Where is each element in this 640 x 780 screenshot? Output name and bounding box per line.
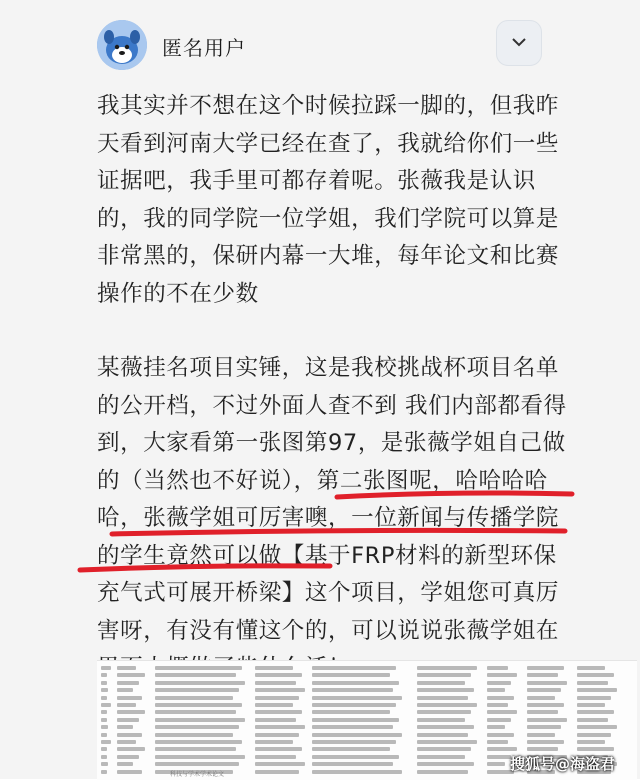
post-body	[97, 88, 567, 688]
table-cell	[577, 710, 614, 714]
table-row	[97, 732, 637, 739]
table-cell	[255, 740, 293, 744]
table-cell	[255, 703, 293, 707]
expand-menu-button[interactable]	[496, 20, 542, 66]
table-cell	[117, 681, 139, 685]
table-cell	[417, 733, 468, 737]
table-cell	[577, 725, 617, 729]
table-cell	[155, 673, 236, 677]
table-cell	[101, 733, 107, 737]
table-cell	[527, 703, 564, 707]
table-cell	[577, 703, 605, 707]
table-cell	[417, 747, 471, 751]
table-cell	[527, 688, 561, 692]
table-cell	[255, 762, 305, 766]
table-cell	[312, 703, 396, 707]
table-cell	[101, 688, 108, 692]
table-cell	[255, 755, 296, 759]
table-cell	[117, 733, 142, 737]
table-cell	[117, 710, 145, 714]
table-cell	[155, 681, 245, 685]
table-cell	[117, 747, 145, 751]
table-cell	[527, 733, 555, 737]
cartoon-dog-avatar-icon	[97, 20, 147, 70]
table-cell	[117, 762, 133, 766]
table-cell	[527, 681, 567, 685]
table-cell	[312, 733, 402, 737]
table-cell	[487, 696, 514, 700]
table-cell	[312, 688, 393, 692]
table-cell	[255, 681, 296, 685]
table-cell	[527, 725, 561, 729]
table-cell	[117, 770, 142, 774]
table-row	[97, 680, 637, 687]
table-cell	[117, 703, 136, 707]
table-cell	[117, 740, 136, 744]
table-cell	[312, 755, 399, 759]
table-cell	[101, 740, 111, 744]
table-cell	[155, 666, 242, 670]
table-cell	[155, 696, 233, 700]
table-cell	[101, 666, 111, 670]
table-cell	[255, 718, 296, 722]
table-cell	[312, 747, 390, 751]
table-cell	[312, 740, 396, 744]
table-cell	[155, 755, 245, 759]
table-cell	[487, 666, 508, 670]
table-cell	[155, 733, 233, 737]
table-cell	[577, 733, 611, 737]
table-cell	[255, 747, 302, 751]
table-cell	[487, 718, 511, 722]
table-cell	[101, 673, 107, 677]
post-paragraph: 我其实并不想在这个时候拉踩一脚的，但我昨天看到河南大学已经在查了，我就给你们一些证据吧，我手里可都存着呢。张薇我是认识的，我的同学院一位学姐，我们学院可以算是非常黑的，保研内幕一大堆，每年论文和比赛操作的不在少数	[97, 93, 560, 307]
table-cell	[417, 703, 477, 707]
table-cell	[255, 696, 299, 700]
table-cell	[101, 747, 107, 751]
post-header	[0, 0, 640, 90]
post-paragraph: 某薇挂名项目实锤，这是我校挑战杯项目名单的公开档，不过外面人查不到 我们内部都看得到，大家看第一张图第97，是张薇学姐自己做的（当然也不好说），第二张图呢，哈哈哈哈哈，张薇学姐可厉害噢，一位新闻与传播学院的学生竟然可以做【基于FRP材料的新型环保充气式可展开桥梁】这个项目，学姐您可真厉害呀，有没有懂这个的，可以说说张薇学姐在	[97, 355, 567, 644]
table-cell	[487, 755, 511, 759]
table-cell	[155, 740, 242, 744]
table-cell	[312, 770, 402, 774]
table-cell	[312, 762, 393, 766]
table-cell	[255, 733, 299, 737]
table-cell	[101, 762, 108, 766]
table-cell	[155, 718, 245, 722]
table-cell	[417, 681, 465, 685]
table-cell	[417, 673, 471, 677]
table-cell	[101, 725, 108, 729]
table-cell	[312, 710, 390, 714]
table-cell	[255, 673, 302, 677]
table-cell	[101, 718, 107, 722]
table-cell	[101, 681, 107, 685]
table-cell	[417, 666, 477, 670]
table-cell	[577, 688, 617, 692]
table-cell	[417, 740, 477, 744]
table-cell	[117, 688, 133, 692]
table-cell	[101, 703, 111, 707]
table-cell	[417, 688, 474, 692]
table-cell	[255, 666, 293, 670]
table-cell	[417, 755, 465, 759]
source-watermark: 搜狐号@海盗君	[510, 755, 616, 773]
table-row	[97, 695, 637, 702]
table-cell	[255, 710, 302, 714]
table-cell	[487, 710, 517, 714]
table-cell	[577, 673, 614, 677]
table-row	[97, 739, 637, 746]
table-cell	[417, 770, 468, 774]
table-cell	[487, 733, 514, 737]
table-row	[97, 687, 637, 694]
table-cell	[577, 696, 611, 700]
table-cell	[487, 762, 505, 766]
table-cell	[487, 681, 511, 685]
table-cell	[312, 681, 399, 685]
table-cell	[101, 710, 107, 714]
table-cell	[417, 718, 465, 722]
table-cell	[527, 696, 555, 700]
table-cell	[527, 710, 558, 714]
table-cell	[117, 696, 142, 700]
table-cell	[527, 740, 564, 744]
table-cell	[577, 747, 614, 751]
table-cell	[117, 755, 139, 759]
table-cell	[417, 710, 471, 714]
table-cell	[255, 770, 299, 774]
table-cell	[155, 710, 236, 714]
table-row	[97, 709, 637, 716]
table-cell	[312, 725, 393, 729]
table-row	[97, 665, 637, 672]
table-cell	[417, 725, 474, 729]
table-cell	[487, 688, 505, 692]
table-cell	[117, 673, 145, 677]
avatar[interactable]	[97, 20, 147, 70]
table-cell	[312, 673, 390, 677]
table-cell	[417, 762, 474, 766]
table-cell	[487, 673, 517, 677]
table-cell	[577, 718, 608, 722]
table-cell	[101, 696, 107, 700]
embedded-image-caption: 科技与学术学术论文	[170, 771, 225, 778]
table-cell	[255, 688, 305, 692]
table-cell	[155, 725, 239, 729]
table-cell	[487, 703, 508, 707]
table-row	[97, 724, 637, 731]
chevron-down-icon	[511, 37, 527, 49]
table-cell	[312, 696, 402, 700]
table-cell	[487, 740, 508, 744]
table-cell	[117, 666, 136, 670]
table-cell	[155, 703, 242, 707]
table-cell	[101, 755, 107, 759]
table-cell	[101, 770, 107, 774]
table-cell	[577, 666, 605, 670]
table-cell	[117, 725, 133, 729]
table-cell	[527, 718, 567, 722]
table-cell	[527, 666, 564, 670]
table-cell	[155, 688, 239, 692]
table-cell	[577, 681, 608, 685]
table-row	[97, 672, 637, 679]
table-cell	[117, 718, 139, 722]
table-cell	[527, 747, 558, 751]
table-cell	[312, 718, 399, 722]
table-row	[97, 702, 637, 709]
table-cell	[417, 696, 468, 700]
table-cell	[487, 725, 505, 729]
table-cell	[577, 740, 605, 744]
table-cell	[487, 747, 517, 751]
table-cell	[155, 762, 239, 766]
username[interactable]: 匿名用户	[162, 36, 246, 60]
table-cell	[312, 666, 396, 670]
table-row	[97, 717, 637, 724]
table-cell	[527, 673, 558, 677]
table-cell	[155, 747, 236, 751]
table-cell	[255, 725, 305, 729]
